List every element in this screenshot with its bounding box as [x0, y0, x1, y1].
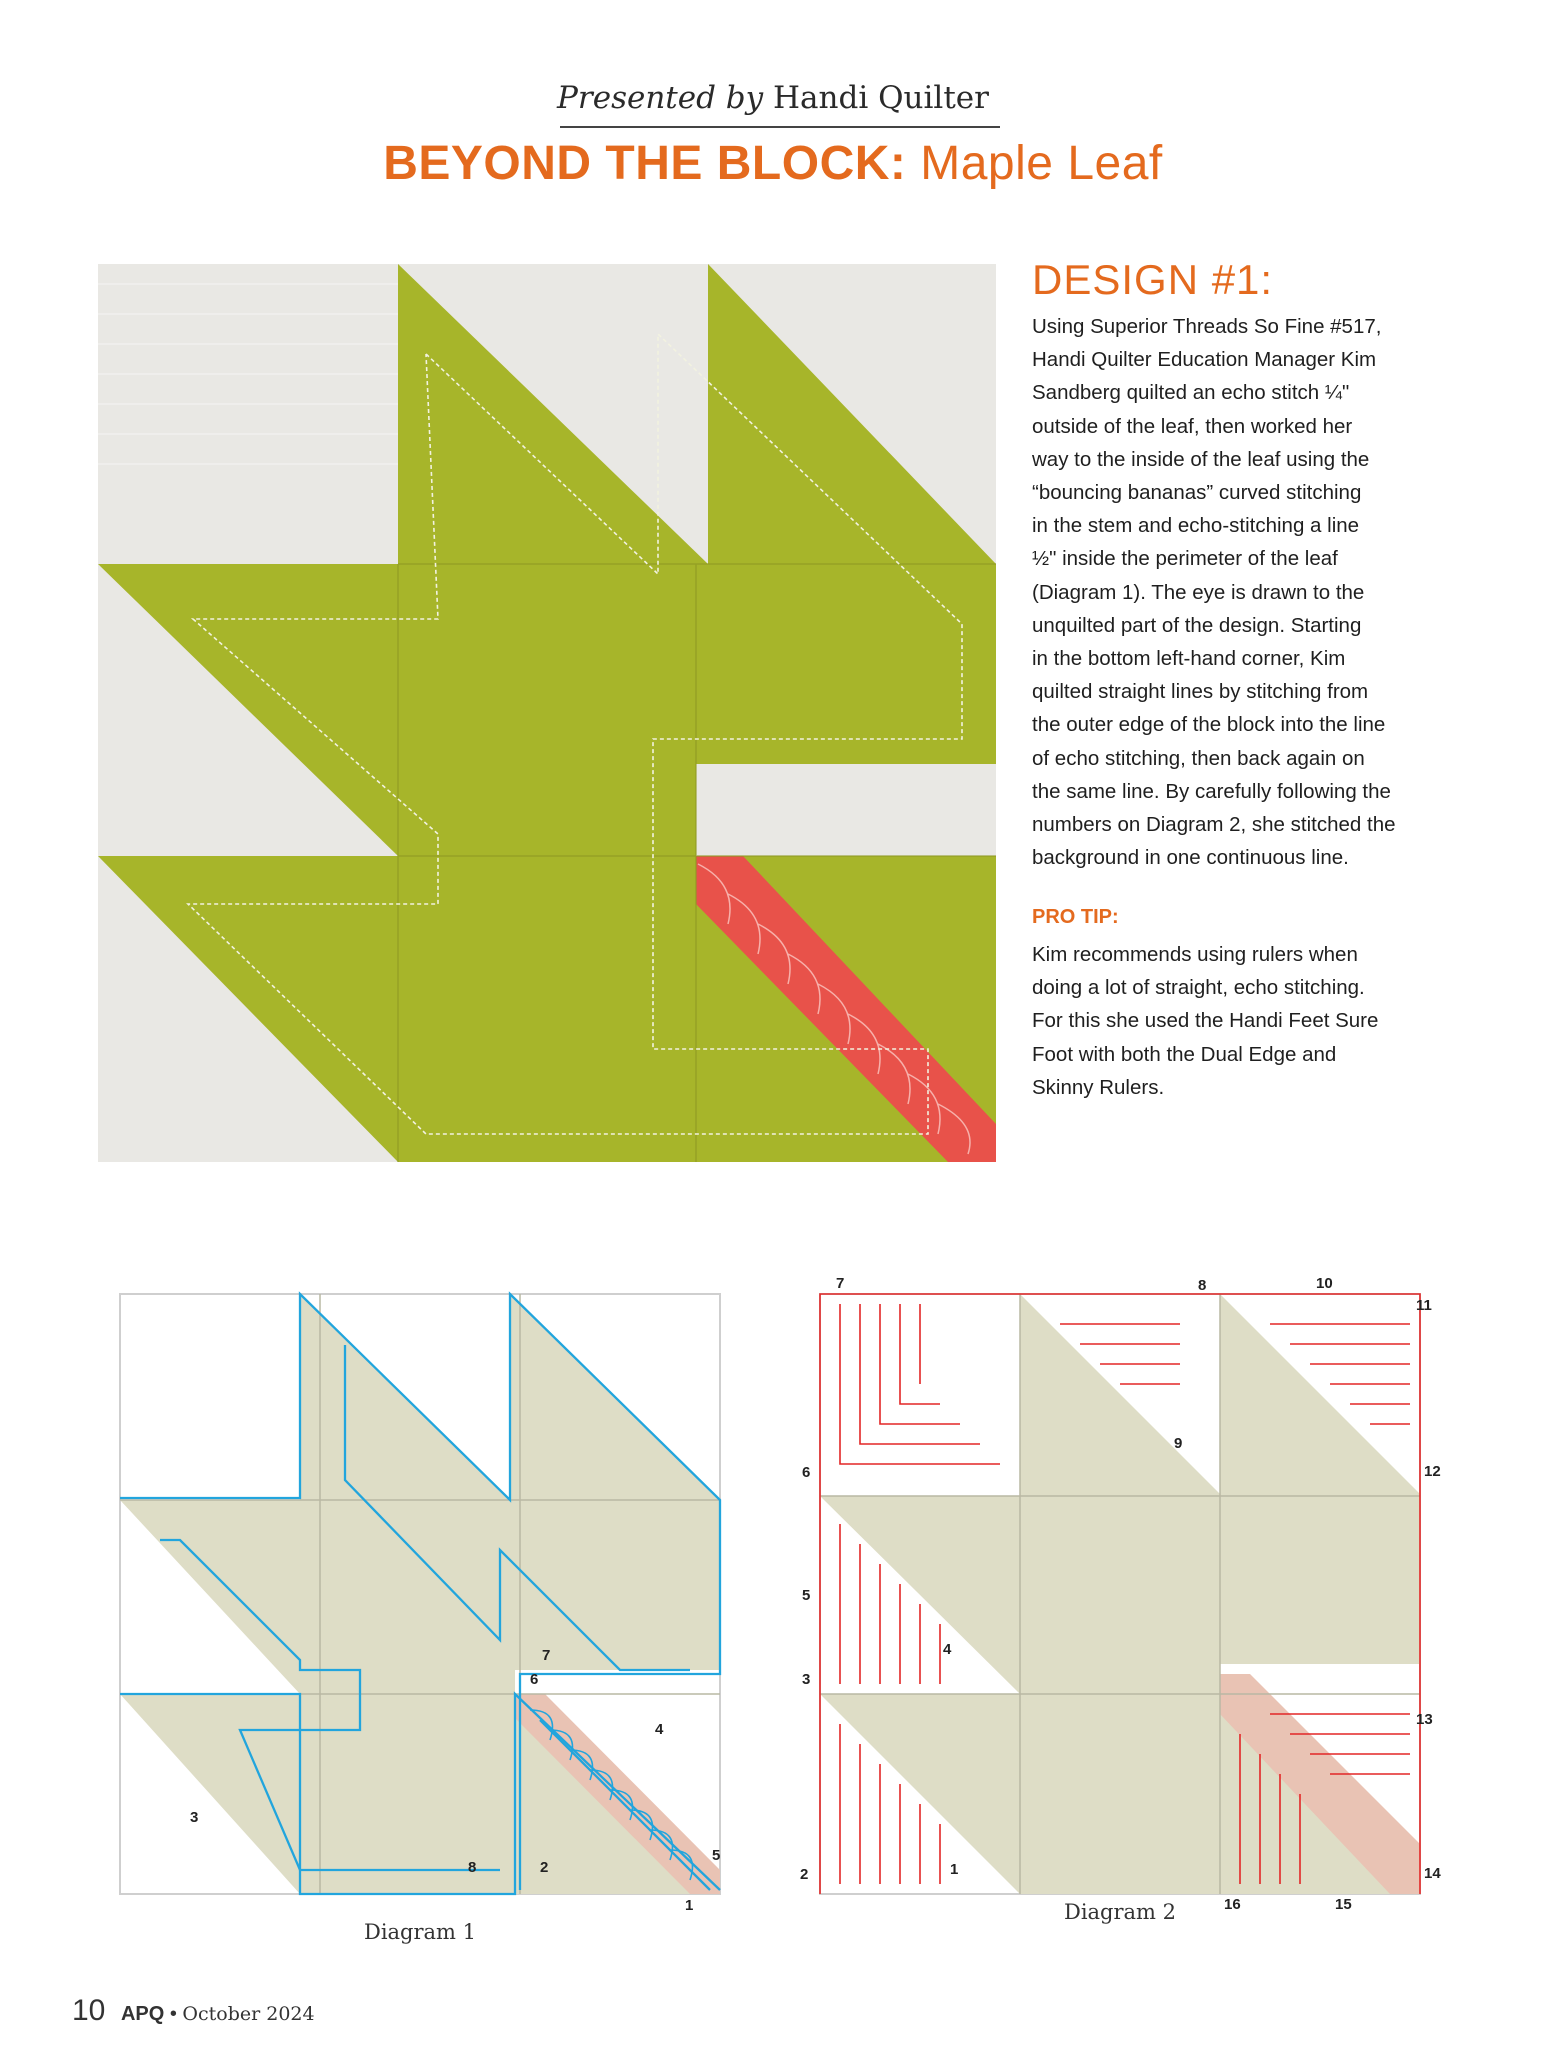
- diagram1-number: 1: [685, 1897, 694, 1910]
- diagram1-number: 4: [655, 1721, 664, 1738]
- diagram2-number: 5: [802, 1587, 811, 1604]
- presented-by-line: [0, 80, 1546, 116]
- design-text-line: way to the inside of the leaf using the: [1032, 447, 1370, 471]
- design-text-line: in the bottom left-hand corner, Kim: [1032, 647, 1346, 671]
- diagram1-number: 6: [530, 1671, 539, 1688]
- diagram2-number: 11: [1416, 1297, 1432, 1314]
- diagram2-number: 12: [1424, 1463, 1441, 1480]
- pro-tip-paragraph: [1032, 938, 1492, 1104]
- diagram1-number: 5: [712, 1847, 721, 1864]
- design-text-line: “bouncing bananas” curved stitching: [1032, 481, 1362, 505]
- diagram-2-caption: Diagram 2: [1063, 1900, 1177, 1924]
- page-title: [0, 136, 1546, 191]
- design-text-line: unquilted part of the design. Starting: [1032, 613, 1362, 637]
- design-text-line: background in one continuous line.: [1032, 846, 1349, 870]
- design-text-line: quilted straight lines by stitching from: [1032, 680, 1369, 704]
- pro-tip-text-line: doing a lot of straight, echo stitching.: [1032, 976, 1365, 1000]
- diagram2-number: 14: [1424, 1865, 1441, 1882]
- page-title-bold: BEYOND THE BLOCK:: [383, 137, 907, 190]
- design-text-line: of echo stitching, then back again on: [1032, 746, 1365, 770]
- pro-tip-text-line: Kim recommends using rulers when: [1032, 943, 1358, 966]
- diagram2-number: 7: [836, 1275, 845, 1292]
- page-title-rest: Maple Leaf: [920, 137, 1163, 190]
- design-text-line: the same line. By carefully following the: [1032, 779, 1391, 803]
- design-text-line: Using Superior Threads So Fine #517,: [1032, 315, 1382, 338]
- design-paragraph: [1032, 310, 1492, 874]
- design-text-line: ½" inside the perimeter of the leaf: [1032, 547, 1338, 571]
- footer-separator: •: [169, 2003, 177, 2025]
- design-text-line: numbers on Diagram 2, she stitched the: [1032, 813, 1396, 837]
- diagram2-number: 9: [1174, 1435, 1183, 1452]
- page-number: 10: [72, 1994, 106, 2027]
- quilt-block-photo: [98, 264, 996, 1162]
- design-text-line: Sandberg quilted an echo stitch ¼": [1032, 381, 1350, 405]
- diagram2-number: 8: [1198, 1277, 1207, 1294]
- diagram2-number: 16: [1224, 1896, 1241, 1913]
- diagram1-number: 7: [542, 1647, 551, 1664]
- pro-tip-text-line: Skinny Rulers.: [1032, 1075, 1165, 1099]
- diagram-2: [780, 1264, 1460, 1924]
- diagram2-number: 15: [1335, 1896, 1352, 1913]
- design-text-line: the outer edge of the block into the line: [1032, 713, 1386, 737]
- pro-tip-label: PRO TIP:: [1032, 906, 1119, 928]
- diagram1-number: 8: [468, 1859, 477, 1876]
- diagram2-number: 6: [802, 1464, 811, 1481]
- design-text-line: (Diagram 1). The eye is drawn to the: [1032, 580, 1365, 604]
- diagram2-number: 13: [1416, 1711, 1433, 1728]
- diagram1-number: 3: [190, 1809, 199, 1826]
- diagram2-number: 3: [802, 1671, 811, 1688]
- diagram2-number: 4: [943, 1641, 952, 1658]
- pro-tip-text-line: Foot with both the Dual Edge and: [1032, 1042, 1337, 1066]
- diagram-1-caption: Diagram 1: [363, 1920, 477, 1944]
- diagram2-number: 2: [800, 1866, 809, 1883]
- pro-tip-text-line: For this she used the Handi Feet Sure: [1032, 1009, 1379, 1033]
- diagram1-number: 2: [540, 1859, 549, 1876]
- diagram2-number: 1: [950, 1861, 959, 1878]
- diagram2-number: 10: [1316, 1275, 1333, 1292]
- presented-by-label: Presented by: [557, 80, 764, 116]
- design-text-line: outside of the leaf, then worked her: [1032, 414, 1353, 438]
- design-heading: DESIGN #1:: [1032, 256, 1274, 303]
- magazine-name: APQ: [120, 2003, 165, 2025]
- design-text-line: in the stem and echo-stitching a line: [1032, 514, 1360, 538]
- sponsor-name: Handi Quilter: [773, 80, 989, 116]
- diagram-1: [100, 1270, 740, 1910]
- header-rule: [560, 126, 1000, 128]
- design-text-line: Handi Quilter Education Manager Kim: [1032, 348, 1377, 372]
- page-footer: [72, 1994, 315, 2028]
- issue-date: October 2024: [182, 2003, 315, 2025]
